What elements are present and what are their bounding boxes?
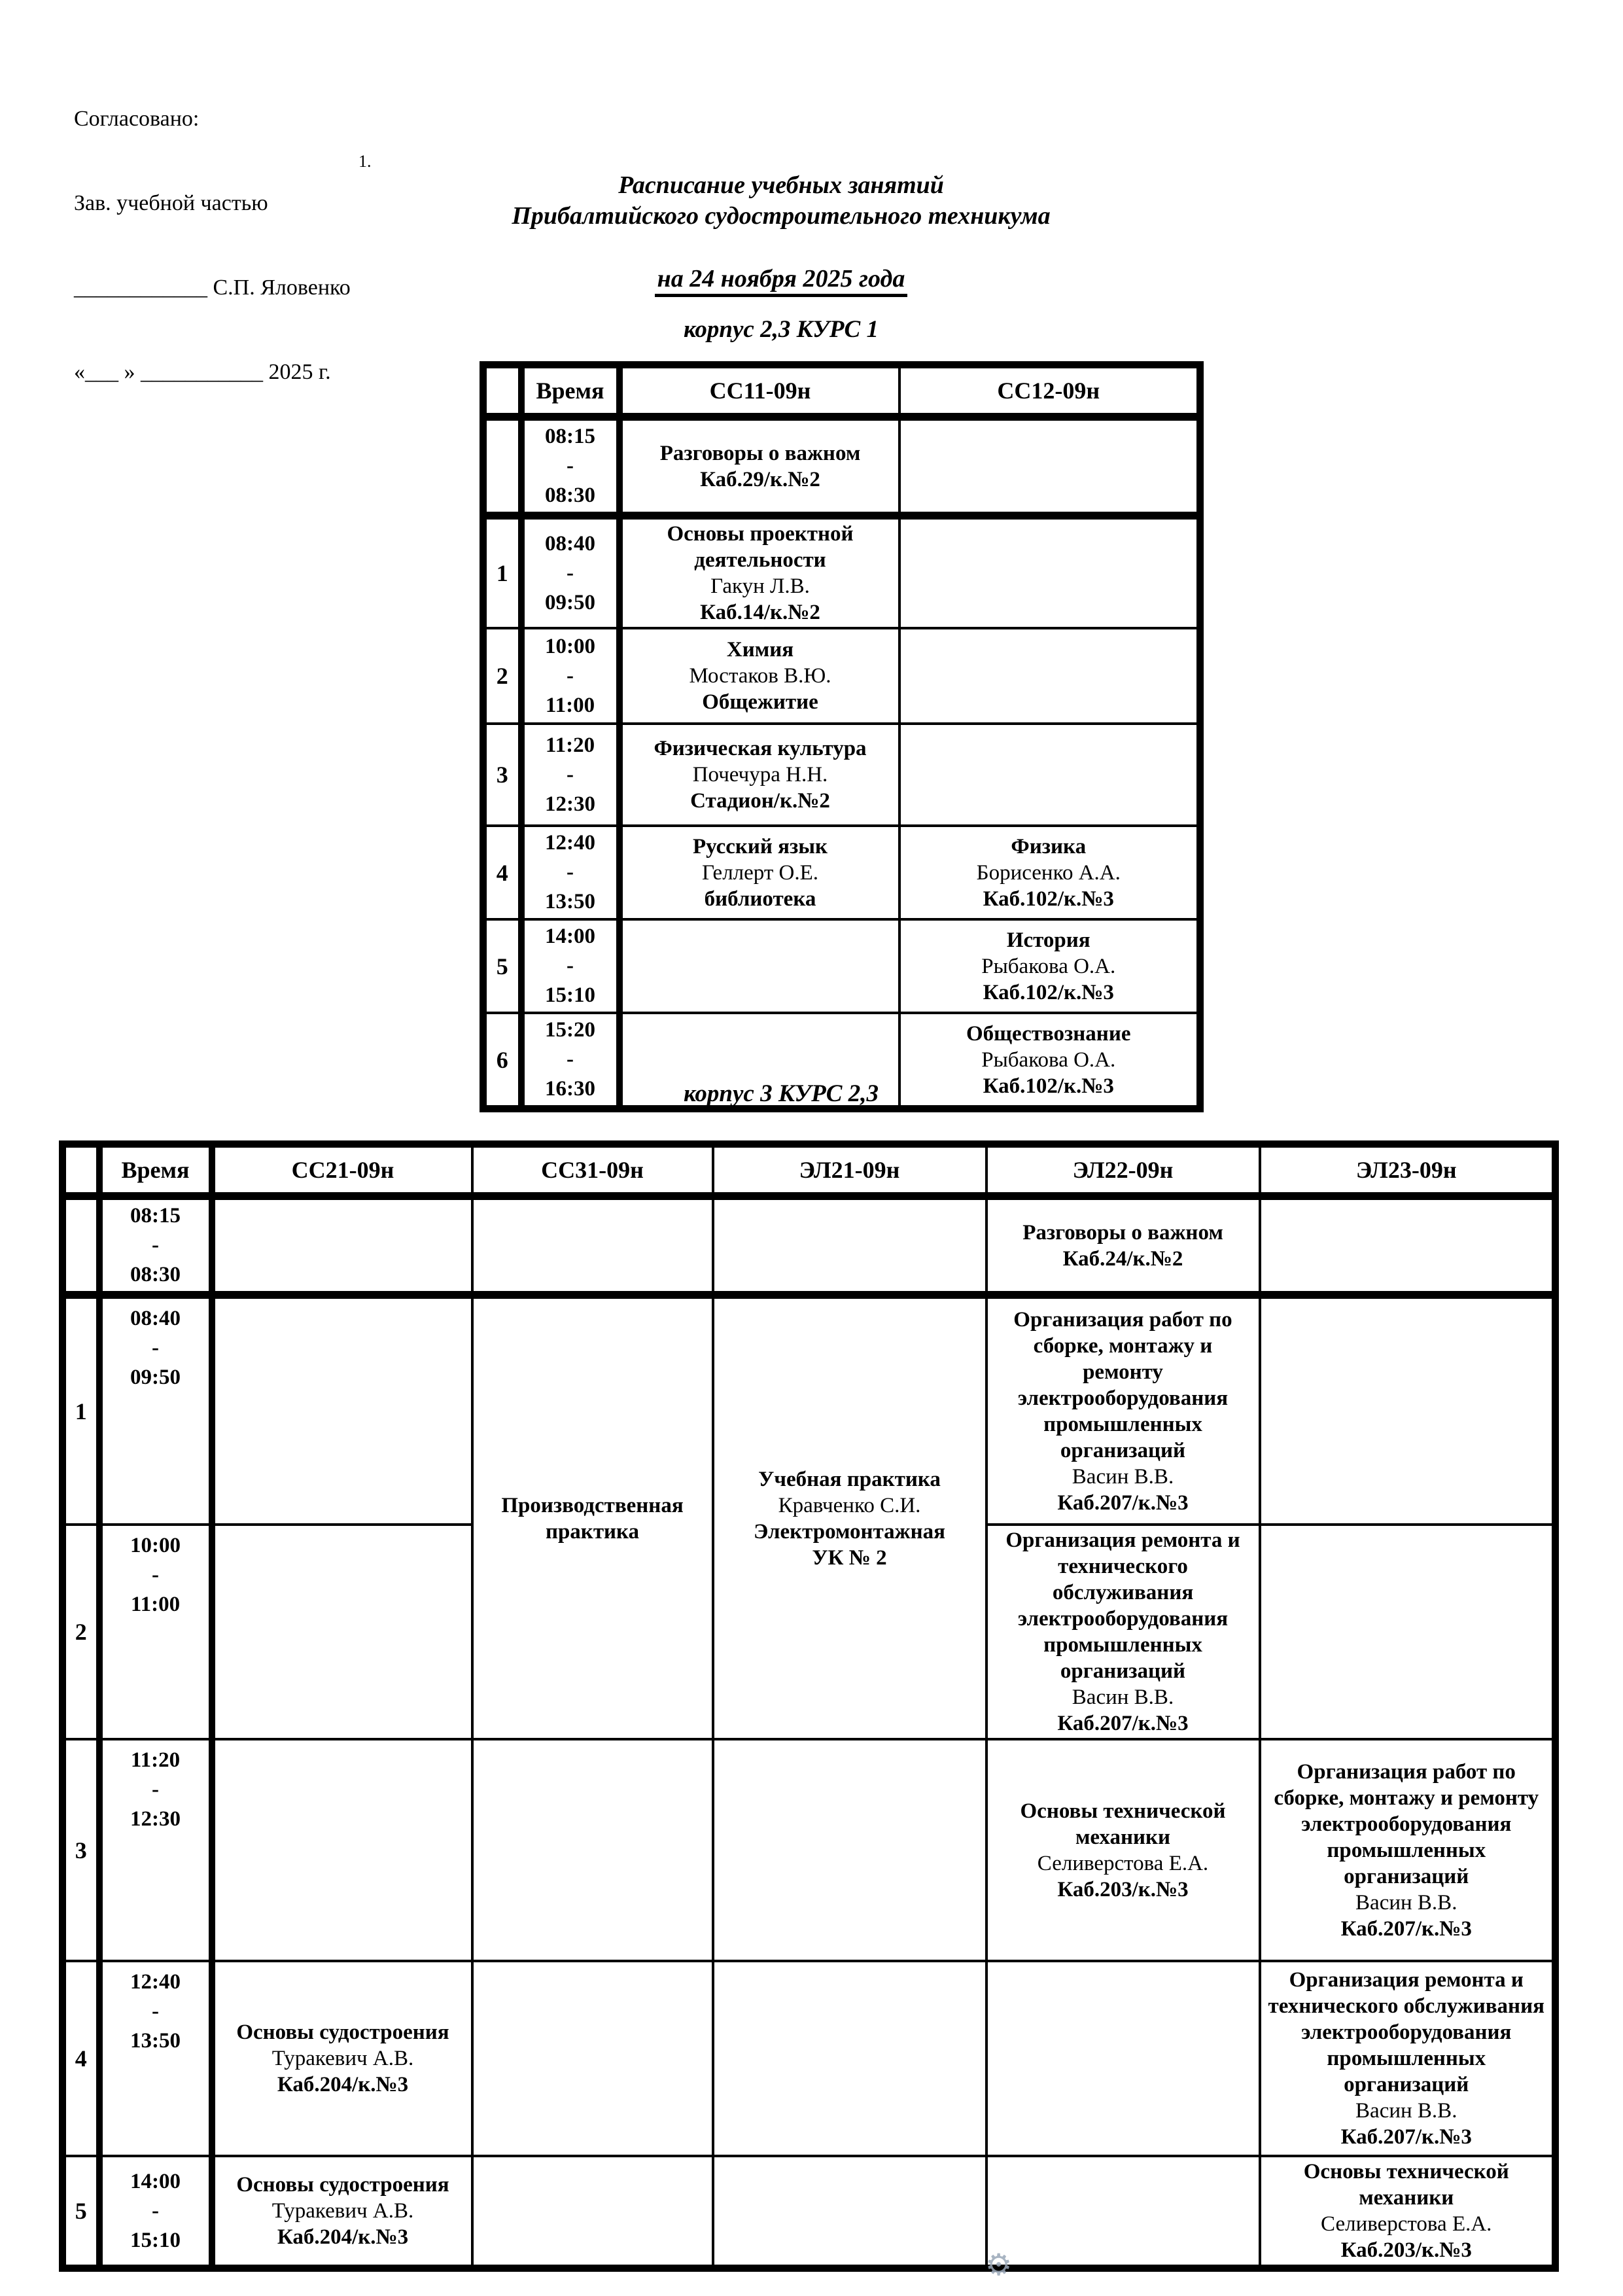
- gear-icon: ⚙: [985, 2247, 1013, 2282]
- empty-cell: [472, 1739, 713, 1961]
- empty-cell: [899, 628, 1200, 724]
- time-part: -: [152, 1233, 159, 1257]
- lesson-line-bold: Основы судостроения: [236, 2021, 449, 2044]
- row-number: 3: [483, 724, 521, 826]
- time-part: -: [567, 762, 574, 786]
- time-part: 08:30: [130, 1263, 181, 1286]
- time-part: -: [567, 561, 574, 585]
- time-part: 10:00: [130, 1534, 181, 1557]
- time-part: -: [567, 1048, 574, 1071]
- schedule-table-course23: [59, 1140, 1559, 2272]
- title-line-2: Прибалтийского судостроительного техникума: [512, 202, 1051, 230]
- schedule-table-course1-wrap: [480, 361, 1204, 1112]
- lesson-line-bold: Каб.207/к.№3: [1057, 1491, 1189, 1515]
- lesson-cell: [620, 628, 899, 724]
- lesson-line: Борисенко А.А.: [976, 860, 1121, 885]
- row-number: 6: [483, 1013, 521, 1109]
- lesson-line-bold: Химия: [726, 638, 794, 662]
- lesson-line: Васин В.В.: [1355, 1890, 1457, 1915]
- empty-cell: [713, 2156, 986, 2269]
- corner-cell: [483, 365, 521, 417]
- lesson-line-bold: Каб.207/к.№3: [1340, 1916, 1472, 1941]
- lesson-line-bold: Производственная практика: [501, 1493, 684, 1544]
- time-column-header: Время: [99, 1144, 212, 1197]
- row-number: 2: [483, 628, 521, 724]
- group-header: ЭЛ21-09н: [713, 1144, 986, 1197]
- time-part: 13:50: [130, 2029, 181, 2053]
- lesson-line-bold: Основы технической механики: [1020, 1799, 1226, 1849]
- empty-cell: [472, 1196, 713, 1295]
- schedule-row: [63, 1295, 1556, 1525]
- time-part: 14:00: [130, 2169, 181, 2193]
- lesson-line-bold: Физическая культура: [654, 737, 867, 760]
- empty-cell: [212, 1739, 472, 1961]
- lesson-line-bold: Каб.102/к.№3: [983, 980, 1114, 1004]
- time-cell: [521, 516, 620, 628]
- row-number: 4: [483, 826, 521, 919]
- lesson-line-bold: Разговоры о важном: [1022, 1220, 1223, 1245]
- time-part: 11:00: [545, 693, 595, 717]
- time-part: 11:00: [130, 1593, 181, 1616]
- approval-line: Согласовано:: [74, 107, 200, 131]
- time-part: 08:40: [545, 531, 595, 556]
- lesson-cell: [1260, 1961, 1556, 2156]
- empty-cell: [1260, 1196, 1556, 1295]
- stray-list-mark: 1.: [358, 152, 372, 171]
- section-title-course23: корпус 3 КУРС 2,3: [684, 1080, 879, 1107]
- time-part: 11:20: [130, 1748, 181, 1772]
- time-part: -: [567, 454, 574, 478]
- time-part: 14:00: [545, 925, 595, 948]
- group-header: СС31-09н: [472, 1144, 713, 1197]
- approval-line: Зав. учебной частью: [74, 191, 268, 215]
- schedule-row: [63, 2156, 1556, 2269]
- corner-cell: [63, 1144, 99, 1197]
- time-part: 13:50: [545, 890, 595, 913]
- group-header: СС12-09н: [899, 365, 1200, 417]
- time-part: -: [152, 1336, 159, 1360]
- lesson-line-bold: Разговоры о важном: [659, 441, 861, 465]
- schedule-row: [63, 1961, 1556, 2156]
- lesson-cell: [620, 516, 899, 628]
- schedule-row: [483, 826, 1200, 919]
- empty-cell: [713, 1196, 986, 1295]
- lesson-line: Васин В.В.: [1355, 2099, 1457, 2123]
- time-part: -: [152, 2000, 159, 2023]
- time-column-header: Время: [521, 365, 620, 417]
- lesson-line-bold: Основы технической механики: [1303, 2160, 1509, 2210]
- section-title-course1: корпус 2,3 КУРС 1: [684, 316, 879, 343]
- time-part: 15:20: [545, 1018, 595, 1042]
- time-part: -: [152, 2199, 159, 2223]
- lesson-cell: [713, 1295, 986, 1739]
- time-part: 08:15: [545, 425, 595, 448]
- empty-cell: [472, 1961, 713, 2156]
- lesson-line-bold: Общежитие: [702, 690, 818, 714]
- time-cell: [521, 724, 620, 826]
- time-part: 15:10: [130, 2228, 181, 2252]
- time-part: 08:15: [130, 1204, 181, 1227]
- empty-cell: [212, 1525, 472, 1739]
- lesson-line: Гакун Л.В.: [710, 574, 810, 598]
- empty-cell: [986, 1961, 1260, 2156]
- schedule-row: [63, 1739, 1556, 1961]
- time-part: -: [567, 663, 574, 688]
- lesson-line-bold: Каб.14/к.№2: [700, 601, 820, 624]
- group-header: ЭЛ22-09н: [986, 1144, 1260, 1197]
- empty-cell: [899, 417, 1200, 516]
- empty-cell: [620, 919, 899, 1013]
- lesson-cell: [986, 1295, 1260, 1525]
- lesson-line: Васин В.В.: [1072, 1464, 1174, 1489]
- lesson-cell: [1260, 1739, 1556, 1961]
- empty-cell: [713, 1961, 986, 2156]
- lesson-line: Геллерт О.Е.: [701, 860, 819, 885]
- time-part: 12:40: [545, 831, 595, 855]
- empty-cell: [212, 1295, 472, 1525]
- lesson-line: Рыбакова О.А.: [981, 1048, 1116, 1072]
- empty-cell: [212, 1196, 472, 1295]
- empty-cell: [472, 2156, 713, 2269]
- lesson-line: Туракевич А.В.: [271, 2199, 414, 2223]
- title-line-1: Расписание учебных занятий: [618, 171, 944, 199]
- lesson-line: Мостаков В.Ю.: [689, 664, 831, 688]
- lesson-cell: [620, 417, 899, 516]
- time-cell: [99, 1196, 212, 1295]
- lesson-line-bold: Обществознание: [966, 1021, 1131, 1046]
- lesson-line-bold: Каб.102/к.№3: [983, 1074, 1114, 1098]
- time-part: -: [567, 860, 574, 884]
- time-part: 09:50: [545, 590, 595, 614]
- lesson-cell: [899, 919, 1200, 1013]
- schedule-row: [483, 628, 1200, 724]
- lesson-cell: [212, 1961, 472, 2156]
- empty-cell: [1260, 1295, 1556, 1525]
- lesson-line-bold: История: [1006, 928, 1091, 952]
- lesson-line-bold: Каб.207/к.№3: [1057, 1712, 1189, 1735]
- lesson-line-bold: Учебная практика: [758, 1467, 941, 1491]
- lesson-line-bold: Каб.207/к.№3: [1340, 2125, 1472, 2149]
- lesson-line-bold: Каб.204/к.№3: [277, 2073, 409, 2096]
- time-part: 15:10: [545, 983, 595, 1007]
- schedule-row: [63, 1196, 1556, 1295]
- schedule-row: [483, 417, 1200, 516]
- time-cell: [99, 1739, 212, 1961]
- lesson-cell: [212, 2156, 472, 2269]
- approval-date-line: «___ » ___________ 2025 г.: [74, 360, 331, 384]
- header-row: [63, 1144, 1556, 1197]
- lesson-line-bold: Основы судостроения: [236, 2173, 449, 2197]
- time-part: 12:30: [130, 1807, 181, 1831]
- time-cell: [521, 919, 620, 1013]
- row-number: 1: [63, 1295, 99, 1525]
- lesson-line-bold: Каб.204/к.№3: [277, 2225, 409, 2249]
- empty-cell: [1260, 1525, 1556, 1739]
- header-row: [483, 365, 1200, 417]
- row-number: [63, 1196, 99, 1295]
- time-part: 09:50: [130, 1366, 181, 1389]
- time-part: 10:00: [545, 634, 595, 658]
- empty-cell: [986, 2156, 1260, 2269]
- lesson-line-bold: Организация ремонта и технического обслуживания электрооборудования промышленных организаций: [1268, 1968, 1544, 2096]
- lesson-line-bold: Организация работ по сборке, монтажу и ремонту электрооборудования промышленных организаций: [1013, 1307, 1232, 1462]
- lesson-cell: [620, 724, 899, 826]
- lesson-line-bold: Каб.203/к.№3: [1340, 2238, 1472, 2262]
- lesson-line-bold: Физика: [1011, 834, 1087, 858]
- lesson-line-bold: Основы проектной деятельности: [667, 522, 854, 572]
- lesson-line-bold: Стадион/к.№2: [690, 789, 830, 813]
- group-header: ЭЛ23-09н: [1260, 1144, 1556, 1197]
- lesson-line: Васин В.В.: [1072, 1686, 1174, 1709]
- lesson-line: Селиверстова Е.А.: [1037, 1851, 1209, 1875]
- schedule-date: на 24 ноября 2025 года: [0, 264, 1562, 293]
- lesson-cell: [986, 1196, 1260, 1295]
- schedule-row: [483, 919, 1200, 1013]
- group-header: СС21-09н: [212, 1144, 472, 1197]
- row-number: 5: [483, 919, 521, 1013]
- lesson-cell: [620, 826, 899, 919]
- row-number: 2: [63, 1525, 99, 1739]
- row-number: 1: [483, 516, 521, 628]
- row-number: [483, 417, 521, 516]
- lesson-line-bold: Русский язык: [692, 834, 828, 858]
- time-part: -: [152, 1778, 159, 1801]
- time-part: -: [152, 1563, 159, 1587]
- approval-signature-line: ____________ С.П. Яловенко: [74, 275, 351, 300]
- time-part: -: [567, 954, 574, 978]
- time-cell: [99, 2156, 212, 2269]
- lesson-line-bold: Организация ремонта и технического обслуживания электрооборудования промышленных организаций: [1005, 1528, 1240, 1683]
- time-part: 16:30: [545, 1077, 595, 1101]
- time-cell: [521, 417, 620, 516]
- time-cell: [99, 1295, 212, 1525]
- time-part: 08:30: [545, 484, 595, 507]
- lesson-cell: [472, 1295, 713, 1739]
- time-part: 12:30: [545, 792, 595, 816]
- time-part: 08:40: [130, 1307, 181, 1330]
- lesson-line: Туракевич А.В.: [271, 2047, 414, 2070]
- lesson-line-bold: УК № 2: [812, 1545, 887, 1570]
- time-cell: [521, 826, 620, 919]
- lesson-cell: [986, 1739, 1260, 1961]
- lesson-line: Селиверстова Е.А.: [1321, 2212, 1492, 2236]
- time-cell: [99, 1961, 212, 2156]
- row-number: 5: [63, 2156, 99, 2269]
- lesson-line-bold: Каб.102/к.№3: [983, 887, 1114, 911]
- lesson-line-bold: Электромонтажная: [754, 1519, 945, 1544]
- lesson-line-bold: библиотека: [704, 887, 816, 911]
- schedule-table-course1: [480, 361, 1204, 1112]
- schedule-row: [483, 516, 1200, 628]
- lesson-line-bold: Организация работ по сборке, монтажу и ремонту электрооборудования промышленных организаций: [1274, 1759, 1539, 1888]
- empty-cell: [899, 516, 1200, 628]
- lesson-line-bold: Каб.29/к.№2: [700, 467, 820, 491]
- empty-cell: [899, 724, 1200, 826]
- lesson-line-bold: Каб.24/к.№2: [1062, 1246, 1183, 1271]
- lesson-line-bold: Каб.203/к.№3: [1057, 1877, 1189, 1901]
- document-title: [0, 170, 1562, 232]
- schedule-table-course23-wrap: [59, 1140, 1559, 2272]
- lesson-line: Почечура Н.Н.: [692, 763, 828, 786]
- lesson-cell: [986, 1525, 1260, 1739]
- time-cell: [521, 628, 620, 724]
- time-part: 11:20: [545, 733, 595, 757]
- empty-cell: [713, 1739, 986, 1961]
- lesson-line: Кравченко С.И.: [778, 1493, 921, 1517]
- time-part: 12:40: [130, 1970, 181, 1994]
- time-cell: [99, 1525, 212, 1739]
- group-header: СС11-09н: [620, 365, 899, 417]
- row-number: 3: [63, 1739, 99, 1961]
- lesson-line: Рыбакова О.А.: [981, 954, 1116, 978]
- lesson-cell: [1260, 2156, 1556, 2269]
- lesson-cell: [899, 826, 1200, 919]
- schedule-row: [483, 724, 1200, 826]
- row-number: 4: [63, 1961, 99, 2156]
